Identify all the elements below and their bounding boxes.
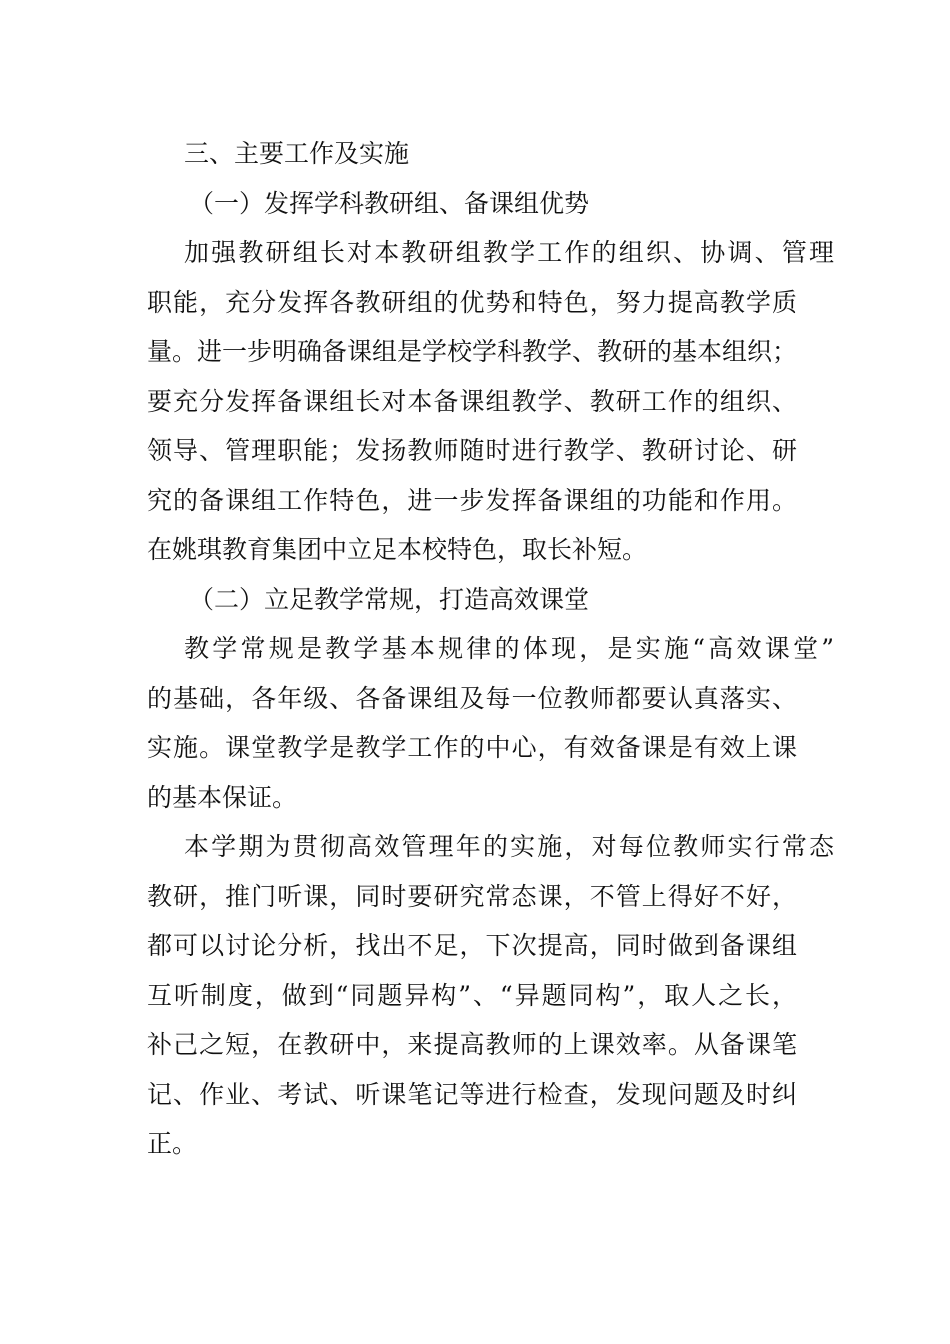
paragraph-line: 教研，推门听课，同时要研究常态课，不管上得好不好， — [147, 881, 797, 911]
paragraph-line: 正。 — [147, 1129, 198, 1158]
paragraph-line: 量。进一步明确备课组是学校学科教学、教研的基本组织； — [147, 337, 798, 366]
paragraph-line: 本学期为贯彻高效管理年的实施，对每位教师实行常态 — [184, 832, 834, 861]
paragraph-line: 究的备课组工作特色，进一步发挥备课组的功能和作用。 — [147, 485, 797, 515]
paragraph-line: 教学常规是教学基本规律的体现，是实施“高效课堂” — [184, 634, 834, 663]
paragraph-line: 加强教研组长对本教研组教学工作的组织、协调、管理 — [184, 238, 834, 267]
paragraph-line: 记、作业、考试、听课笔记等进行检查，发现问题及时纠 — [147, 1079, 797, 1109]
paragraph-line: 的基本保证。 — [147, 782, 298, 812]
paragraph-line: 在姚琪教育集团中立足本校特色，取长补短。 — [147, 535, 648, 564]
paragraph-line: 要充分发挥备课组长对本备课组教学、教研工作的组织、 — [147, 386, 797, 416]
paragraph-line: 实施。课堂教学是教学工作的中心，有效备课是有效上课 — [147, 733, 797, 762]
paragraph-line: 互听制度，做到“同题异构”、“异题同构”，取人之长， — [147, 980, 797, 1010]
subsection-title-1: （一）发挥学科教研组、备课组优势 — [189, 188, 590, 218]
paragraph-line: 补己之短，在教研中，来提高教师的上课效率。从备课笔 — [147, 1030, 797, 1059]
section-heading: 三、主要工作及实施 — [184, 139, 410, 168]
paragraph-line: 职能，充分发挥各教研组的优势和特色，努力提高教学质 — [147, 287, 797, 317]
paragraph-line: 的基础，各年级、各备课组及每一位教师都要认真落实、 — [147, 683, 797, 713]
subsection-title-2: （二）立足教学常规，打造高效课堂 — [189, 584, 590, 614]
paragraph-line: 领导、管理职能；发扬教师随时进行教学、教研讨论、研 — [147, 436, 797, 465]
document-body — [147, 129, 834, 1169]
paragraph-line: 都可以讨论分析，找出不足，下次提高，同时做到备课组 — [147, 931, 797, 960]
